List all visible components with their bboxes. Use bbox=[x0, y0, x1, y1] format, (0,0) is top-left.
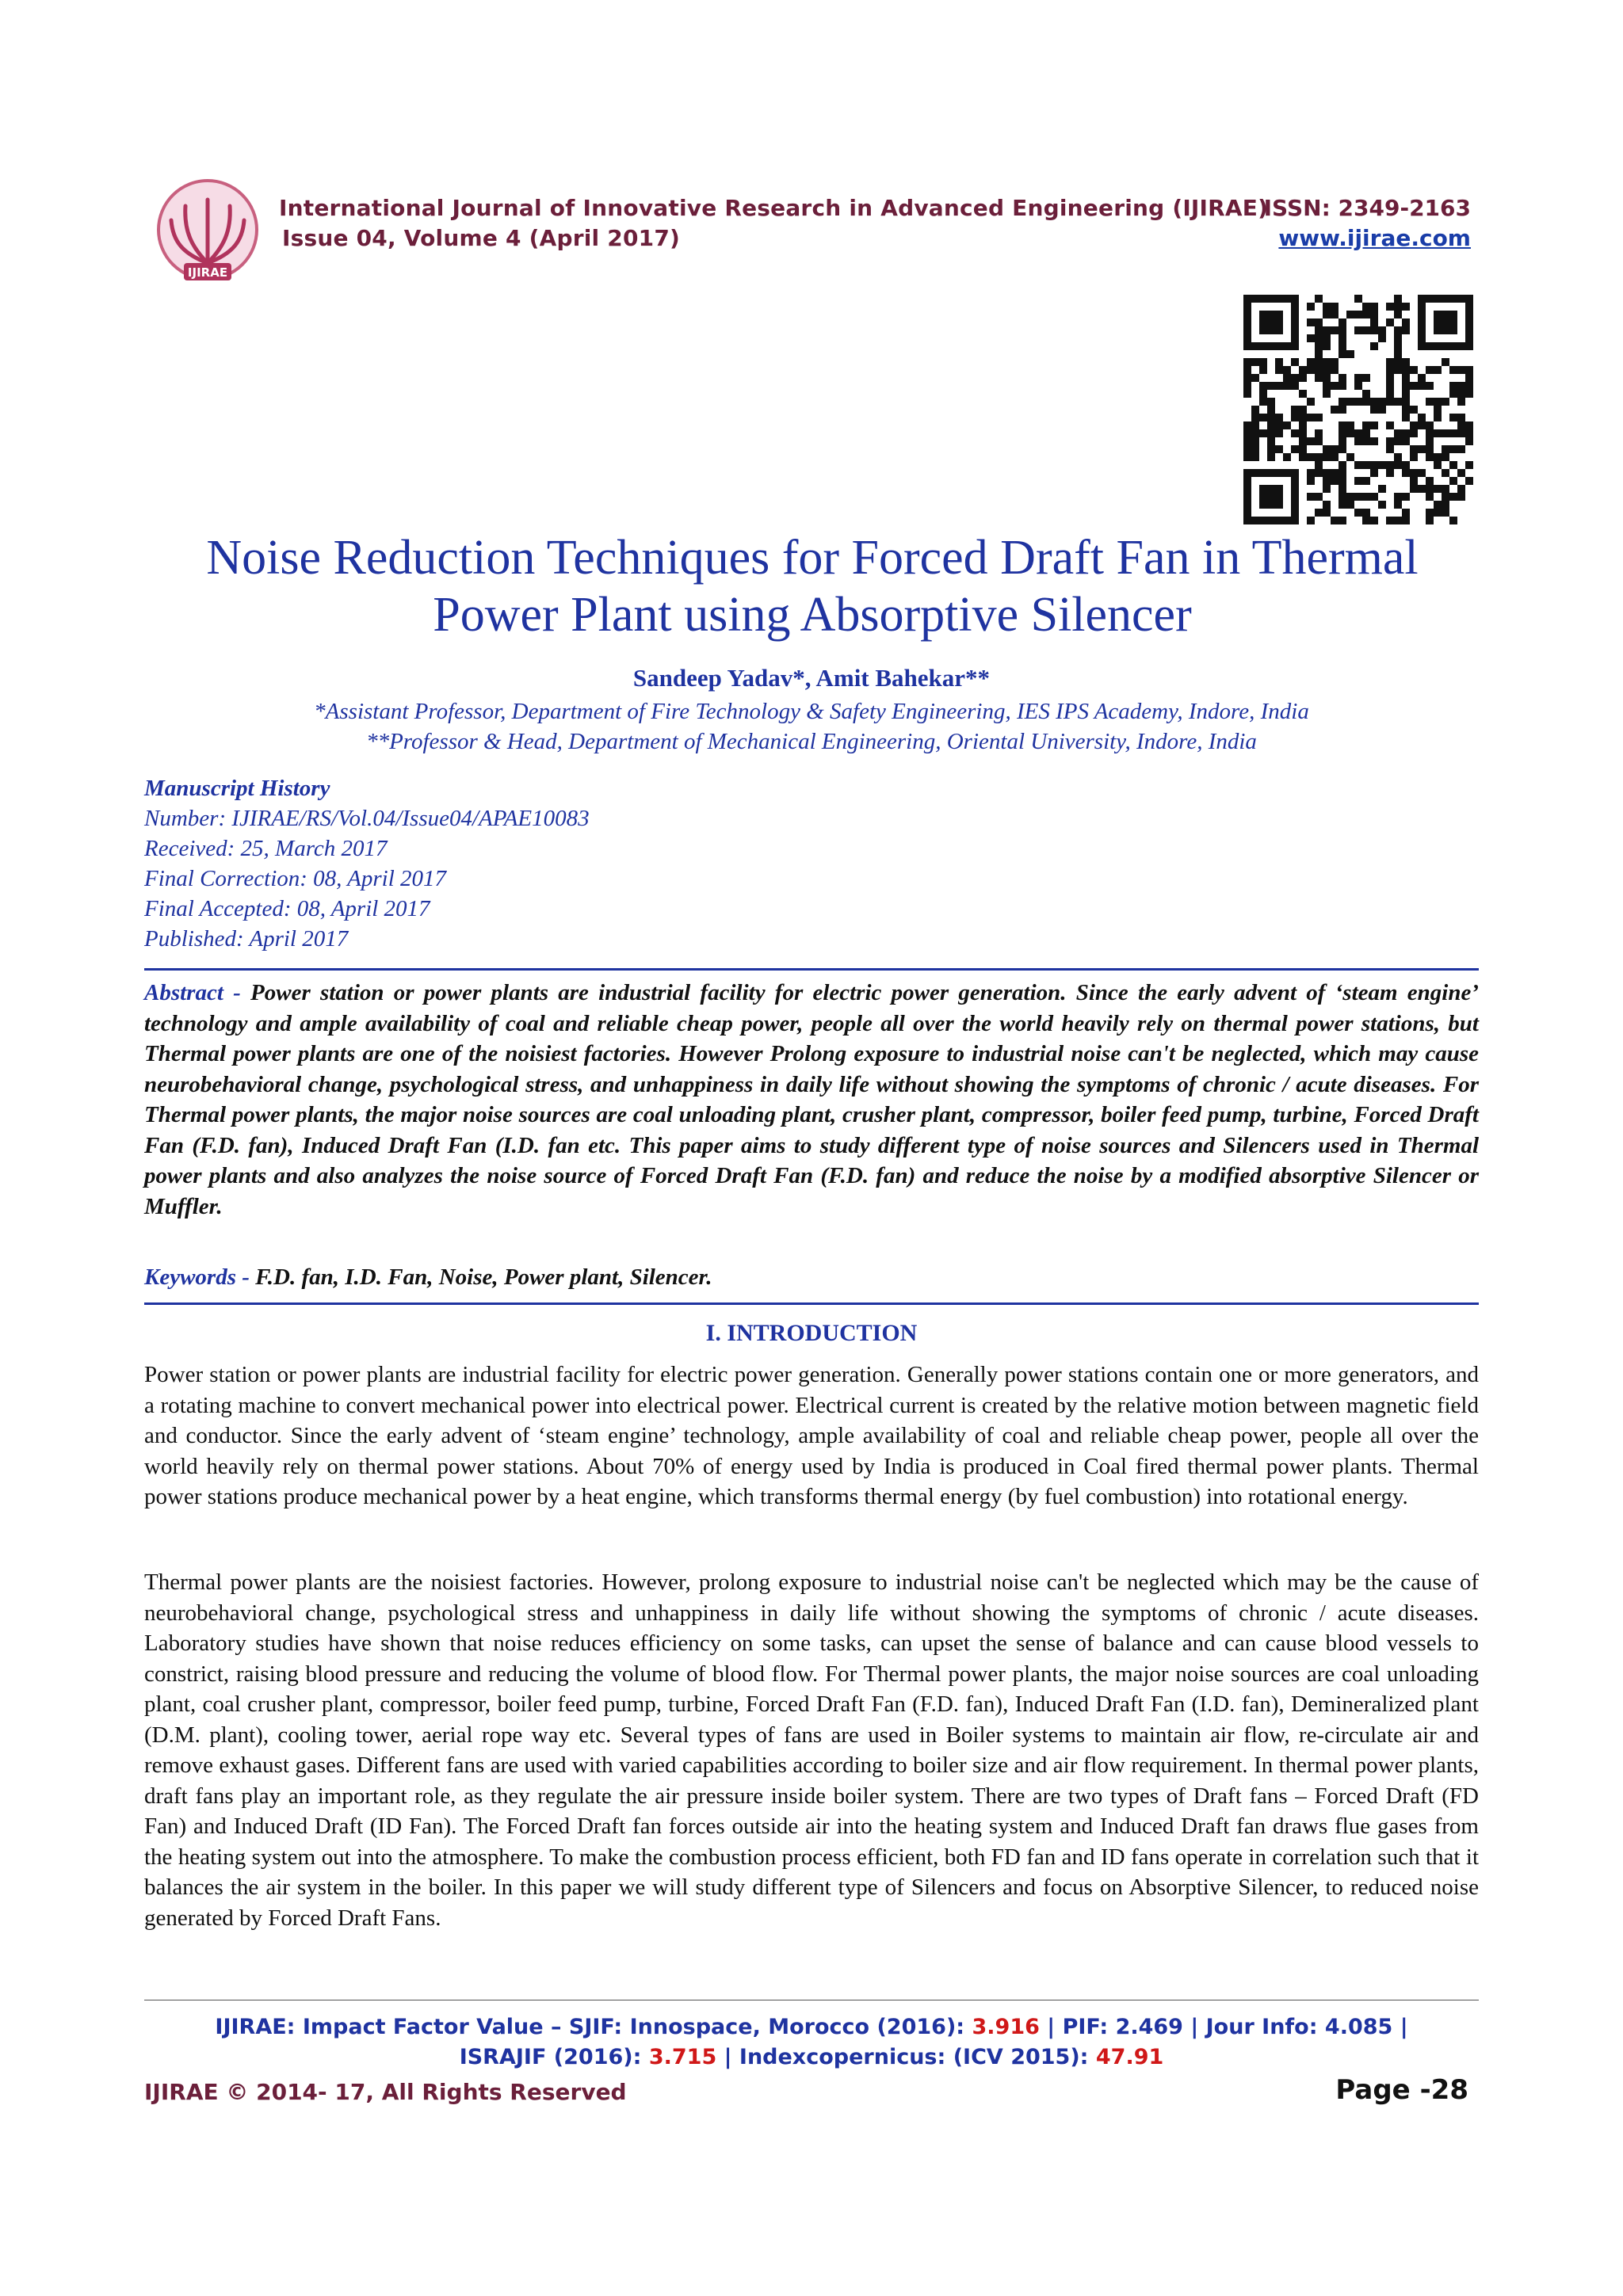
copyright: IJIRAE © 2014- 17, All Rights Reserved bbox=[144, 2079, 627, 2105]
israjif-value: 3.715 bbox=[648, 2045, 717, 2069]
history-final-correction: Final Correction: 08, April 2017 bbox=[144, 866, 447, 891]
abstract bbox=[144, 978, 1479, 1222]
keywords-text: F.D. fan, I.D. Fan, Noise, Power plant, Silencer. bbox=[249, 1264, 712, 1290]
manuscript-history bbox=[144, 773, 590, 954]
history-published: Published: April 2017 bbox=[144, 926, 349, 952]
abstract-text: Power station or power plants are industrial facility for electric power generation. Since the early advent of ‘steam engine’ technology and ample availability of coal and reliable cheap power, people all over the world heavily rely on thermal power stations, but Thermal power plants are one of the noisiest factories. However Prolong exposure to industrial noise can't be neglected, which may cause neurobehavioral change, psychological stress, and unhappiness in daily life without showing the symptoms of chronic / acute diseases. For Thermal power plants, the major noise sources are coal unloading plant, crusher plant, compressor, boiler feed pump, turbine, Forced Draft Fan (F.D. fan), Induced Draft Fan (I.D. fan etc. This paper aims to study different type of noise sources and Silencers used in Thermal power plants and also analyzes the noise source of Forced Draft Fan (F.D. fan) and reduce the noise by a modified absorptive Silencer or Muffler. bbox=[144, 980, 1480, 1219]
journal-website-link[interactable]: www.ijirae.com bbox=[1278, 225, 1471, 251]
keywords bbox=[144, 1264, 712, 1291]
logo-text: IJIRAE bbox=[187, 265, 228, 280]
intro-paragraph-2: Thermal power plants are the noisiest factories. However, prolong exposure to industrial noise can't be neglected which may be the cause of neurobehavioral change, psychological stress and unhappiness in daily life without showing the symptoms of chronic / acute diseases. Laboratory studies have shown that noise reduces efficiency on some tasks, can upset the sense of balance and can cause blood vessels to constrict, raising blood pressure and reducing the volume of blood flow. For Thermal power plants, the major noise sources are coal unloading plant, coal crusher plant, compressor, boiler feed pump, turbine, Forced Draft Fan (F.D. fan), Induced Draft Fan (I.D. fan), Demineralized plant (D.M. plant), cooling tower, aerial rope way etc. Several types of fans are used in Boiler systems to maintain air flow, re-circulate air and remove exhaust gases. Different fans are used with varied capabilities according to boiler size and air flow requirement. In thermal power plants, draft fans play an important role, as they regulate the air pressure inside boiler system. There are two types of Draft fans – Forced Draft (FD Fan) and Induced Draft (ID Fan). The Forced Draft fan forces outside air into the heating system and Induced Draft fan draws flue gases from the heating system out into the atmosphere. To make the combustion process efficient, both FD fan and ID fans operate in correlation such that it balances the air system in the boiler. In this paper we will study different type of Silencers and focus on Absorptive Silencer, to reduced noise generated by Forced Draft Fans. bbox=[144, 1569, 1479, 1931]
authors: Sandeep Yadav*, Amit Bahekar** bbox=[632, 664, 991, 692]
journal-issue: Issue 04, Volume 4 (April 2017) bbox=[282, 225, 681, 251]
journal-name: International Journal of Innovative Research in Advanced Engineering (IJIRAE) bbox=[279, 195, 1269, 221]
history-number: Number: IJIRAE/RS/Vol.04/Issue04/APAE10083 bbox=[144, 806, 590, 831]
section-heading-introduction: I. INTRODUCTION bbox=[705, 1320, 918, 1346]
divider-keywords bbox=[144, 1302, 1479, 1305]
abstract-label: Abstract - bbox=[144, 980, 241, 1005]
paper-title bbox=[119, 529, 1506, 643]
page-number: Page -28 bbox=[1335, 2074, 1468, 2106]
issn: ISSN: 2349-2163 bbox=[1263, 195, 1471, 221]
paper-title-line-1: Noise Reduction Techniques for Forced Draft Fan in Thermal bbox=[206, 531, 1419, 585]
qr-code bbox=[1240, 295, 1476, 524]
footer-impact: IJIRAE: Impact Factor Value – SJIF: Innospace, Morocco (2016): 3.916 | PIF: 2.469 | Jour Info: 4.085 | ISRAJIF (2016): 3.715 | Indexcopernicus: (ICV 2015): 47.91 bbox=[215, 2015, 1408, 2069]
divider-top bbox=[144, 968, 1479, 971]
history-final-accepted: Final Accepted: 08, April 2017 bbox=[144, 896, 430, 921]
affiliation-1: *Assistant Professor, Department of Fire Technology & Safety Engineering, IES IPS Academy, Indore, India bbox=[314, 699, 1309, 724]
journal-logo bbox=[144, 168, 271, 295]
keywords-label: Keywords - bbox=[144, 1264, 250, 1290]
intro-paragraph-1: Power station or power plants are industrial facility for electric power generation. Generally power stations contain one or more generators, and a rotating machine to convert mechanical power into electrical power. Electrical current is created by the relative motion between magnetic field and conductor. Since the early advent of ‘steam engine’ technology, ample availability of coal and reliable cheap power, people all over the world heavily rely on thermal power stations. About 70% of energy used by India is produced in Coal fired thermal power plants. Thermal power stations produce mechanical power by a heat engine, which transforms thermal energy (by fuel combustion) into rotational energy. bbox=[144, 1362, 1479, 1509]
history-received: Received: 25, March 2017 bbox=[144, 836, 388, 861]
paper-title-line-2: Power Plant using Absorptive Silencer bbox=[433, 588, 1192, 642]
icv-value: 47.91 bbox=[1095, 2045, 1164, 2069]
sjif-value: 3.916 bbox=[972, 2015, 1040, 2039]
affiliation-2: **Professor & Head, Department of Mechanical Engineering, Oriental University, Indore, India bbox=[366, 729, 1257, 754]
history-heading: Manuscript History bbox=[144, 776, 330, 801]
